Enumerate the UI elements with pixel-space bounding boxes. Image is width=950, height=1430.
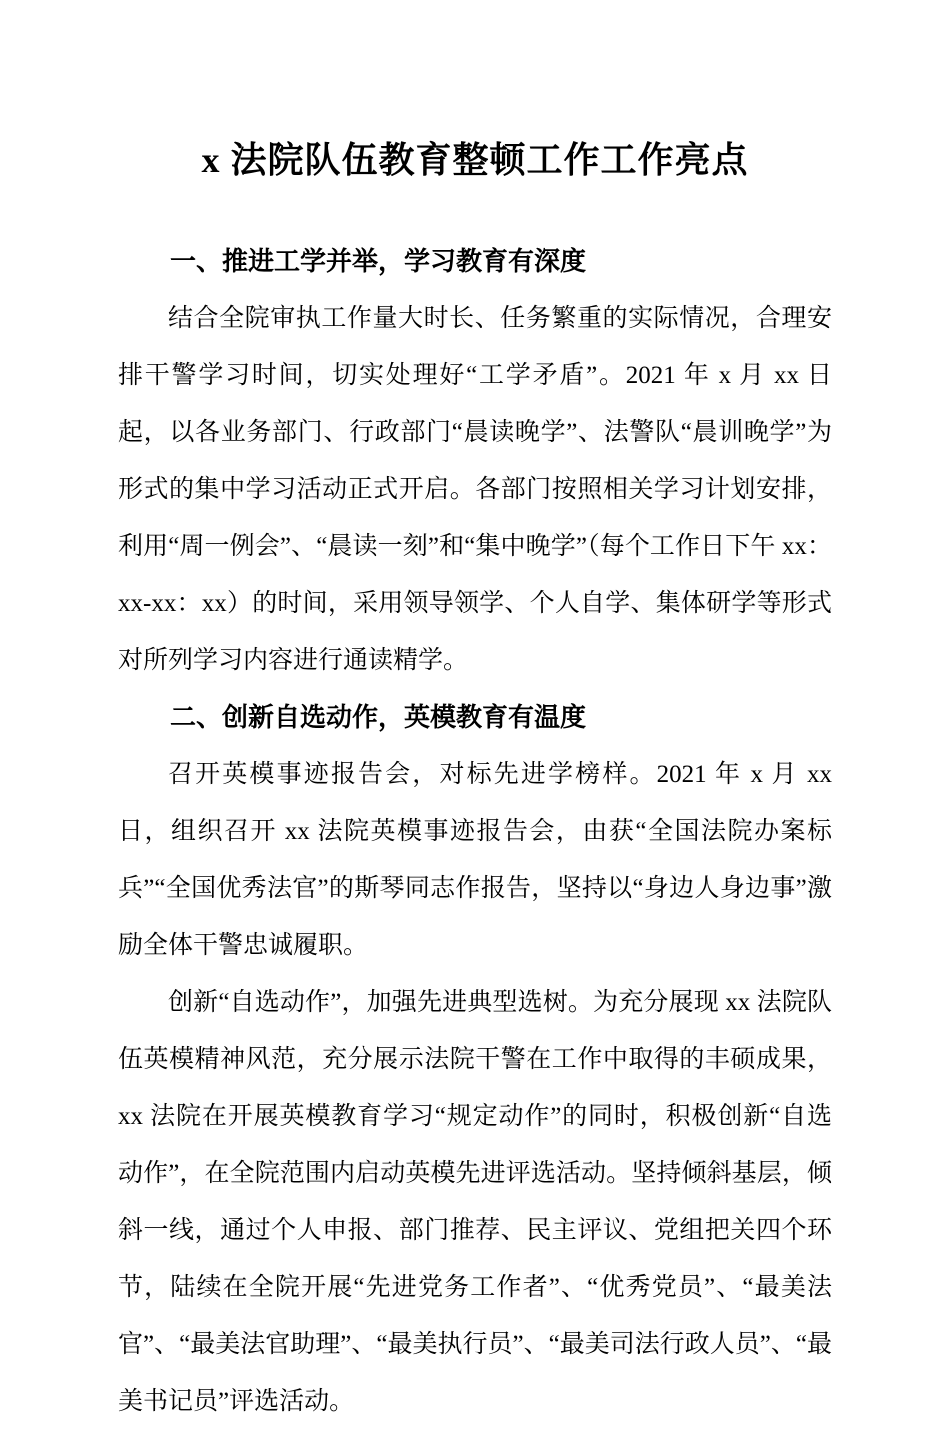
section-heading-1: 一、推进工学并举，学习教育有深度	[170, 246, 587, 276]
section-1-paragraph-1: 结合全院审执工作量大时长、任务繁重的实际情况，合理安排干警学习时间，切实处理好“工学矛盾”。2021 年 x 月 xx 日起，以各业务部门、行政部门“晨读晚学”、法警队“晨训晚学”为形式的集中学习活动正式开启。各部门按照相关学习计划安排，利用“周一例会”、“晨读一刻”和“集中晚学”（每个工作日下午 xx：xx-xx：xx）的时间，采用领导领学、个人自学、集体研学等形式对所列学习内容进行通读精学。	[118, 305, 832, 674]
section-2-paragraph-2: 创新“自选动作”，加强先进典型选树。为充分展现 xx 法院队伍英模精神风范，充分展示法院干警在工作中取得的丰硕成果，xx 法院在开展英模教育学习“规定动作”的同时，积极创新“自选动作”，在全院范围内启动英模先进评选活动。坚持倾斜基层，倾斜一线，通过个人申报、部门推荐、民主评议、党组把关四个环节，陆续在全院开展“先进党务工作者”、“优秀党员”、“最美法官”、“最美法官助理”、“最美执行员”、“最美司法行政人员”、“最美书记员”评选活动。	[118, 989, 832, 1415]
section-2-paragraph-1: 召开英模事迹报告会，对标先进学榜样。2021 年 x 月 xx 日，组织召开 xx 法院英模事迹报告会，由获“全国法院办案标兵”“全国优秀法官”的斯琴同志作报告，坚持以“身边人身边事”激励全体干警忠诚履职。	[118, 761, 832, 959]
document-title: x 法院队伍教育整顿工作工作亮点	[201, 140, 749, 180]
section-heading-2: 二、创新自选动作，英模教育有温度	[170, 702, 587, 732]
